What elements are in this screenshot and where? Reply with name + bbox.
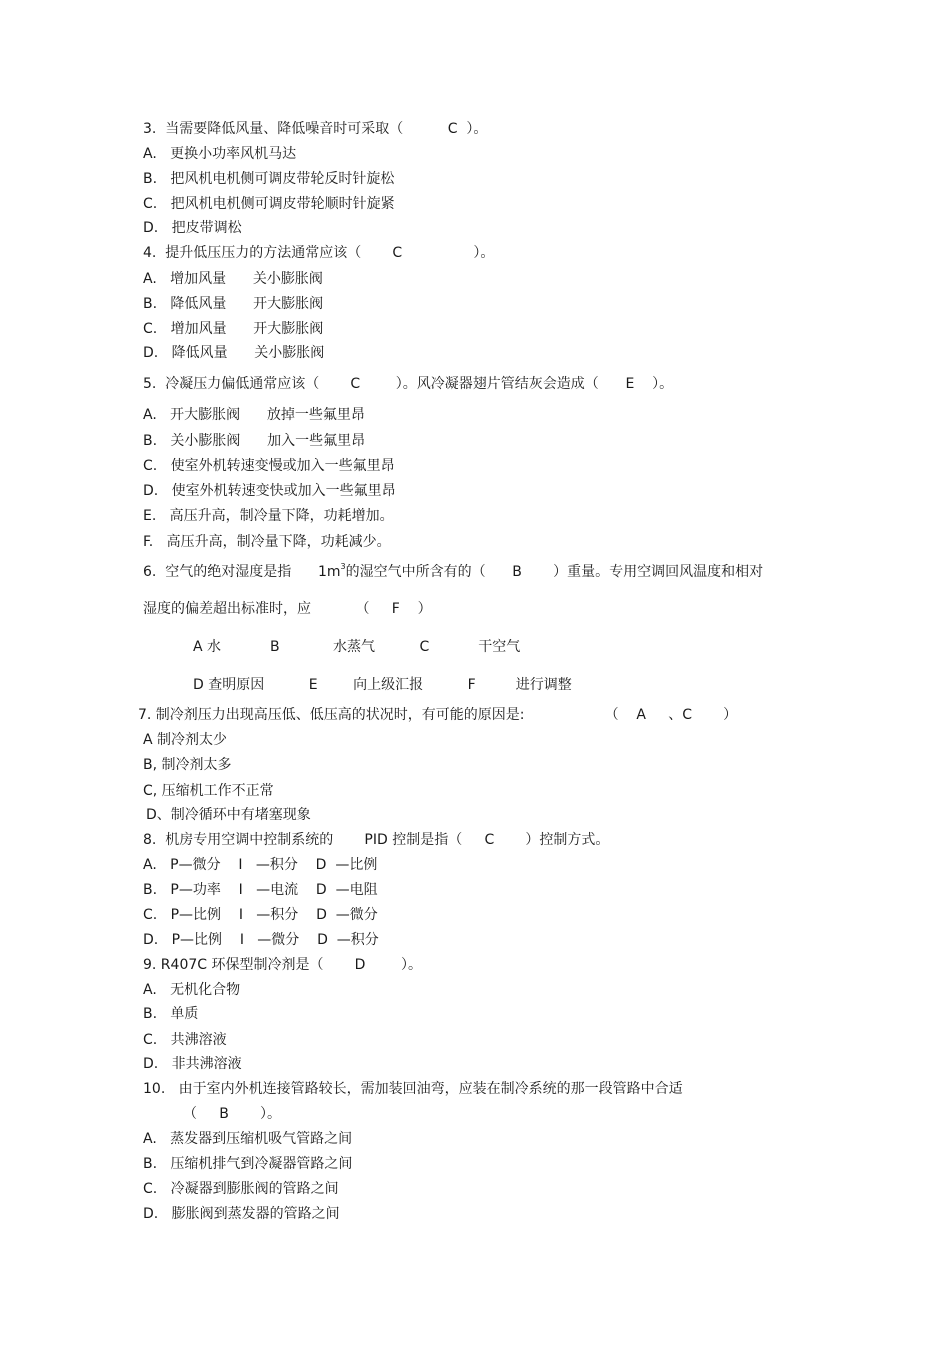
q3-option-a: A. 更换小功率风机马达 (143, 146, 297, 162)
q6-stem-head: 6. 空气的绝对湿度是指 1m (143, 564, 341, 580)
q4-option-b: B. 降低风量 开大膨胀阀 (143, 296, 324, 312)
q4-option-c: C. 增加风量 开大膨胀阀 (143, 321, 324, 337)
q7-option-a: A 制冷剂太少 (143, 732, 228, 748)
q5-option-a: A. 开大膨胀阀 放掉一些氟里昂 (143, 407, 365, 423)
q7-option-d: D、制冷循环中有堵塞现象 (146, 807, 311, 823)
q7-stem: 7. 制冷剂压力出现高压低、低压高的状况时，有可能的原因是: （ A 、C ） (138, 707, 738, 723)
q8-stem: 8. 机房专用空调中控制系统的 PID 控制是指（ C ）控制方式。 (143, 832, 610, 848)
q3-stem: 3. 当需要降低风量、降低噪音时可采取（ C ）。 (143, 121, 488, 137)
q5-stem: 5. 冷凝压力偏低通常应该（ C ）。风冷凝器翅片管结灰会造成（ E ）。 (143, 376, 674, 392)
q9-option-b: B. 单质 (143, 1006, 199, 1022)
q6-options-row-2: D 查明原因 E 向上级汇报 F 进行调整 (193, 677, 572, 693)
q8-option-c: C. P—比例 I —积分 D —微分 (143, 907, 378, 923)
q4-option-a: A. 增加风量 关小膨胀阀 (143, 271, 323, 287)
q6-superscript: 3 (340, 562, 346, 571)
q5-option-e: E. 高压升高，制冷量下降，功耗增加。 (143, 508, 394, 524)
q3-option-b: B. 把风机电机侧可调皮带轮反时针旋松 (143, 171, 395, 187)
q7-option-b: B, 制冷剂太多 (143, 757, 232, 773)
q8-option-a: A. P—微分 I —积分 D —比例 (143, 857, 378, 873)
q10-option-c: C. 冷凝器到膨胀阀的管路之间 (143, 1181, 339, 1197)
q6-stem-tail: 的湿空气中所含有的（ B ）重量。专用空调回风温度和相对 (345, 564, 764, 580)
q8-option-b: B. P—功率 I —电流 D —电阻 (143, 882, 378, 898)
q4-stem: 4. 提升低压压力的方法通常应该（ C ）。 (143, 245, 495, 261)
q9-option-a: A. 无机化合物 (143, 982, 241, 998)
q6-options-row-1: A 水 B 水蒸气 C 干空气 (193, 639, 521, 655)
q10-option-a: A. 蒸发器到压缩机吸气管路之间 (143, 1131, 353, 1147)
q10-option-d: D. 膨胀阀到蒸发器的管路之间 (143, 1206, 340, 1222)
q5-option-f: F. 高压升高，制冷量下降，功耗减少。 (143, 534, 391, 550)
q9-stem: 9. R407C 环保型制冷剂是（ D ）。 (143, 957, 423, 973)
q5-option-b: B. 关小膨胀阀 加入一些氟里昂 (143, 433, 366, 449)
q8-option-d: D. P—比例 I —微分 D —积分 (143, 932, 379, 948)
q5-option-d: D. 使室外机转速变快或加入一些氟里昂 (143, 483, 396, 499)
q6-stem (143, 563, 763, 581)
q9-option-c: C. 共沸溶液 (143, 1032, 227, 1048)
q3-option-c: C. 把风机电机侧可调皮带轮顺时针旋紧 (143, 196, 395, 212)
q10-answer-line: （ B ）。 (183, 1106, 282, 1122)
q6-stem-continued: 湿度的偏差超出标准时，应 （ F ） (143, 601, 432, 617)
q10-stem: 10. 由于室内外机连接管路较长，需加装回油弯，应装在制冷系统的那一段管路中合适 (143, 1081, 683, 1097)
q10-option-b: B. 压缩机排气到冷凝器管路之间 (143, 1156, 353, 1172)
q9-option-d: D. 非共沸溶液 (143, 1056, 242, 1072)
q4-option-d: D. 降低风量 关小膨胀阀 (143, 345, 325, 361)
q7-option-c: C, 压缩机工作不正常 (143, 783, 274, 799)
q3-option-d: D. 把皮带调松 (143, 220, 242, 236)
q5-option-c: C. 使室外机转速变慢或加入一些氟里昂 (143, 458, 395, 474)
